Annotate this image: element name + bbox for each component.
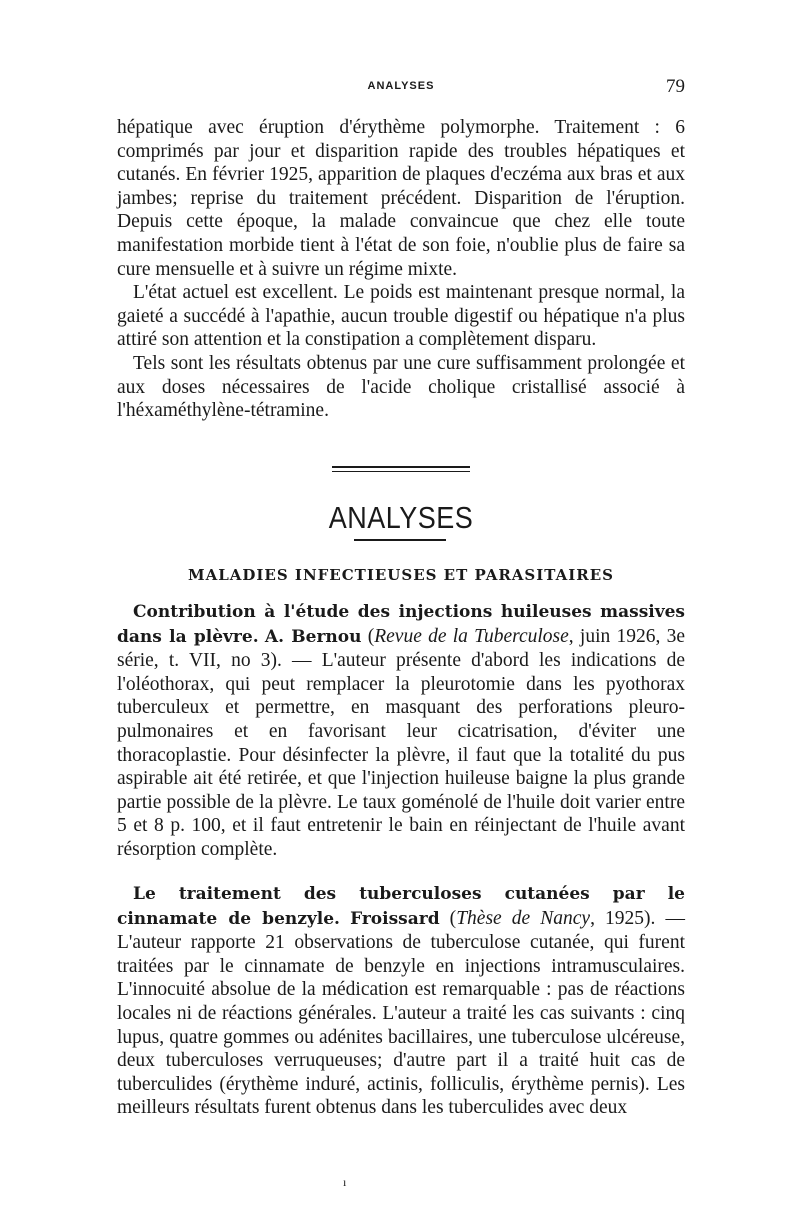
divider-thick-line bbox=[332, 466, 470, 468]
divider-thin-line bbox=[332, 471, 470, 472]
section-divider bbox=[332, 466, 470, 472]
page-header bbox=[117, 76, 685, 100]
intro-paragraph-2: L'état actuel est excellent. Le poids est maintenant presque normal, la gaieté a succédé à l'apathie, aucun trouble digestif ou hépatique n'a plus attiré son attention et la constipation a complètement disparu. bbox=[117, 282, 685, 351]
subsection-heading: MALADIES INFECTIEUSES ET PARASITAIRES bbox=[187, 566, 615, 584]
article-bernou bbox=[117, 600, 685, 862]
article-paragraph: Le traitement des tuberculoses cutanées par le cinnamate de benzyle. Froissard (Thèse de Nancy, 1925). — L'auteur rapporte 21 observations de tuberculose cutanée, qui furent traitées par le cinnamate de benzyle en injections intramusculaires. L'innocuité absolue de la médication est remarquable : pas de réactions locales ni de réactions générales. L'auteur a traité les cas suivants : cinq lupus, quatre gommes ou adénites bacillaires, une tuberculose ulcéreuse, deux tuberculoses verruqueuses; d'autre part il a traité huit cas de tuberculides (érythème induré, actinis, folliculis, érythème pernis). Les meilleurs résultats furent obtenus dans les tuberculides avec deux bbox=[117, 884, 686, 1119]
section-heading: ANALYSES bbox=[328, 501, 474, 535]
article-froissard bbox=[117, 882, 685, 1120]
article-body: — L'auteur présente d'abord les indications de l'oléothorax, qui peut remplacer la pleurotomie dans les pyothorax tuberculeux et permettre, en masquant des perforations pleuro-pulmonaires et en favorisant leur cicatrisation, d'éviter une thoracoplastie. Pour désinfecter la plèvre, il faut que la totalité du pus aspirable ait été retirée, et que l'injection huileuse baigne la plus grande partie possible de la plèvre. Le taux goménolé de l'huile doit varier entre 5 et 8 p. 100, et il faut entretenir le bain en réinjectant de l'huile avant résorption complète. bbox=[117, 650, 685, 860]
article-title: Le traitement des tuberculoses cutanées par le cinnamate de benzyle. bbox=[117, 884, 685, 929]
article-author: Froissard bbox=[350, 908, 440, 929]
article-journal: Revue de la Tuberculose bbox=[374, 625, 569, 647]
intro-paragraph-3: Tels sont les résultats obtenus par une cure suffisamment prolongée et aux doses nécessaires de l'acide cholique cristallisé associé à l'héxaméthylène-tétramine. bbox=[117, 352, 685, 422]
article-source-details: , juin 1926, 3e série, t. VII, no 3). bbox=[117, 625, 686, 672]
heading-underline bbox=[354, 539, 446, 541]
article-author: A. Bernou bbox=[264, 626, 362, 647]
stray-print-mark: ı bbox=[343, 1175, 347, 1189]
running-title: ANALYSES bbox=[367, 80, 435, 92]
article-paragraph: Contribution à l'étude des injections huileuses massives dans la plèvre. A. Bernou (Revue de la Tuberculose, juin 1926, 3e série, t. VII, no 3). — L'auteur présente d'abord les indications de l'oléothorax, qui peut remplacer la pleurotomie dans les pyothorax tuberculeux et permettre, en masquant des perforations pleuro-pulmonaires et en favorisant leur cicatrisation, d'éviter une thoracoplastie. Pour désinfecter la plèvre, il faut que la totalité du pus aspirable ait été retirée, et que l'injection huileuse baigne la plus grande partie possible de la plèvre. Le taux goménolé de l'huile doit varier entre 5 et 8 p. 100, et il faut entretenir le bain en réinjectant de l'huile avant résorption complète. bbox=[117, 602, 686, 860]
article-thesis: Thèse de Nancy bbox=[456, 907, 591, 929]
article-body: — L'auteur rapporte 21 observations de tuberculose cutanée, qui furent traitées par le cinnamate de benzyle en injections intramusculaires. L'innocuité absolue de la médication est remarquable : pas de réactions locales ni de réactions générales. L'auteur a traité les cas suivants : cinq lupus, quatre gommes ou adénites bacillaires, une tuberculose ulcéreuse, deux tuberculoses verruqueuses; d'autre part il a traité huit cas de tuberculides (érythème induré, actinis, folliculis, érythème pernis). Les meilleurs résultats furent obtenus dans les tuberculides avec deux bbox=[117, 907, 686, 1119]
page-number: 79 bbox=[666, 76, 685, 97]
intro-paragraph-1: hépatique avec éruption d'érythème polymorphe. Traitement : 6 comprimés par jour et disparition rapide des troubles hépatiques et cutanés. En février 1925, apparition de plaques d'eczéma aux bras et aux jambes; reprise du traitement précédent. Disparition de l'éruption. Depuis cette époque, la malade convaincue que chez elle toute manifestation morbide tient à l'état de son foie, n'oublie plus de faire sa cure mensuelle et à suivre un régime mixte. bbox=[117, 117, 685, 280]
intro-text bbox=[117, 116, 685, 423]
article-title: Contribution à l'étude des injections huileuses massives dans la plèvre. bbox=[117, 602, 685, 647]
article-source-details: , 1925). bbox=[590, 907, 656, 929]
